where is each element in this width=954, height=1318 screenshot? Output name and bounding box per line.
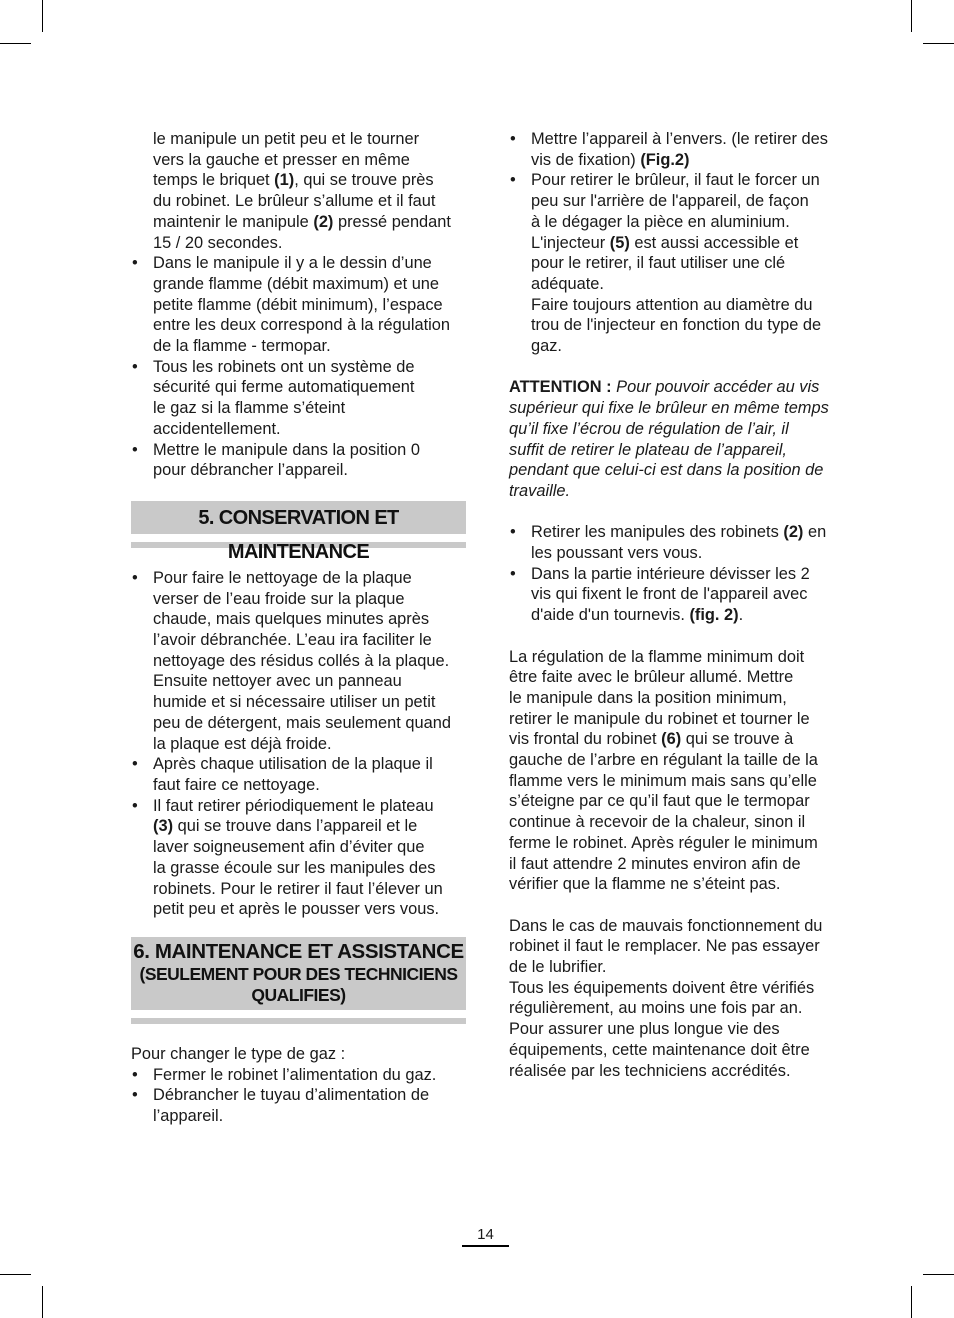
page-number: 14 xyxy=(477,1226,494,1243)
text-line: les poussant vers vous. xyxy=(531,544,703,563)
bullet-icon: • xyxy=(510,130,516,148)
text-line: pour le retirer, il faut utiliser une clé xyxy=(531,254,786,273)
text-line: accidentellement. xyxy=(153,419,281,438)
list-item xyxy=(131,253,466,357)
crop-mark xyxy=(911,0,912,32)
bullet-icon: • xyxy=(132,1086,138,1105)
text-line: sécurité qui ferme automatiquement xyxy=(153,378,415,397)
list-item xyxy=(509,564,845,626)
text-line: vis de fixation) (Fig.2) xyxy=(531,150,690,169)
text-line: l’avoir débranchée. L’eau ira faciliter le xyxy=(153,631,432,650)
list-item xyxy=(131,440,466,481)
text-line: verser de l’eau froide sur la plaque xyxy=(153,589,405,608)
section-heading-5: 5. CONSERVATION ET MAINTENANCE xyxy=(131,501,466,534)
text-line: Après chaque utilisation de la plaque il xyxy=(153,755,433,774)
text-line: humide et si nécessaire utiliser un petit xyxy=(153,693,436,712)
text-line: la plaque est déjà froide. xyxy=(153,734,332,753)
text-line: s’éteigne par ce qu’il faut que le termopar xyxy=(509,792,810,811)
text-line: supérieur qui fixe le brûleur en même temps xyxy=(509,399,829,418)
crop-mark xyxy=(42,1286,43,1318)
text-line: Tous les équipements doivent être vérifiés xyxy=(509,978,815,997)
crop-mark xyxy=(923,1274,954,1275)
text-line: grande flamme (débit maximum) et une xyxy=(153,274,440,293)
text-line: La régulation de la flamme minimum doit xyxy=(509,647,805,666)
bullet-icon: • xyxy=(510,564,516,583)
text-line: maintenir le manipule (2) pressé pendant xyxy=(153,212,451,231)
text-line: du robinet. Le brûleur s’allume et il faut xyxy=(153,192,436,211)
bullet-icon: • xyxy=(510,523,516,542)
text-line: équipements, cette maintenance doit être xyxy=(509,1040,810,1059)
text-line: vérifier que la flamme ne s’éteint pas. xyxy=(509,875,781,894)
attention-line: ATTENTION : Pour pouvoir accéder au vis xyxy=(509,378,820,397)
text-line: gauche de l’arbre en régulant la taille de la xyxy=(509,751,818,770)
text-line: Pour changer le type de gaz : xyxy=(131,1044,346,1063)
heading-subtitle: (SEULEMENT POUR DES TECHNICIENS xyxy=(139,963,458,984)
text-line: à le dégager la pièce en aluminium. xyxy=(531,212,790,231)
text-line: (3) qui se trouve dans l’appareil et le xyxy=(153,817,418,836)
text-line: nettoyage des résidus collés à la plaque. xyxy=(153,651,450,670)
text-line: chaude, mais quelques minutes après xyxy=(153,610,430,629)
text-line: de le lubrifier. xyxy=(509,958,607,977)
right-column xyxy=(509,129,845,1081)
text-line: Retirer les manipules des robinets (2) en xyxy=(531,523,827,542)
bullet-icon: • xyxy=(132,568,138,587)
text-line: l’appareil. xyxy=(153,1107,224,1126)
text-line: robinet il faut le remplacer. Ne pas essayer xyxy=(509,937,820,956)
text-line: peu de détergent, mais seulement quand xyxy=(153,713,451,732)
text-line: continue à recevoir de la chaleur, sinon il xyxy=(509,813,806,832)
bullet-icon: • xyxy=(132,357,138,376)
text-line: d'aide d'un tournevis. (fig. 2). xyxy=(531,606,744,625)
text-line: être faite avec le brûleur allumé. Mettre xyxy=(509,668,794,687)
text-line: qu’il fixe l’écrou de régulation de l’air, il xyxy=(509,419,789,438)
list-item xyxy=(509,129,845,170)
section-heading-6 xyxy=(131,937,466,1010)
text-line: entre les deux correspond à la régulation xyxy=(153,316,451,335)
heading-title: 6. MAINTENANCE ET ASSISTANCE xyxy=(133,939,464,963)
list-item xyxy=(131,1065,466,1086)
list-item xyxy=(131,357,466,440)
text-line: L'injecteur (5) est aussi accessible et xyxy=(531,233,799,252)
text-line: il faut attendre 2 minutes environ afin de xyxy=(509,854,801,873)
text-line: Mettre le manipule dans la position 0 xyxy=(153,440,420,459)
text-line: vers la gauche et presser en même xyxy=(153,150,410,169)
bullet-icon: • xyxy=(132,1065,138,1084)
bullet-icon: • xyxy=(132,796,138,815)
text-line: le manipule dans la position minimum, xyxy=(509,688,787,707)
text-line: peu sur l'arrière de l'appareil, de façon xyxy=(531,192,809,211)
text-line: retirer le manipule du robinet et tourner le xyxy=(509,709,810,728)
bullet-icon: • xyxy=(510,171,516,190)
bullet-icon: • xyxy=(132,755,138,774)
text-line: Dans le cas de mauvais fonctionnement du xyxy=(509,916,823,935)
text-line: Dans la partie intérieure dévisser les 2 xyxy=(531,564,810,583)
text-line: adéquate. xyxy=(531,274,604,293)
text-line: Ensuite nettoyer avec un panneau xyxy=(153,672,402,691)
text-line: flamme vers le minimum mais sans qu’elle xyxy=(509,771,817,790)
text-line: Mettre l’appareil à l’envers. (le retirer des xyxy=(531,130,828,148)
text-line: faut faire ce nettoyage. xyxy=(153,775,320,794)
text-line: ferme le robinet. Après réguler le minimum xyxy=(509,833,818,852)
text-line: travaille. xyxy=(509,481,571,500)
page-number-underline xyxy=(462,1245,509,1247)
text-line: Débrancher le tuyau d’alimentation de xyxy=(153,1086,430,1105)
bullet-icon: • xyxy=(132,254,138,273)
text-line: 15 / 20 secondes. xyxy=(153,233,283,252)
text-line: Faire toujours attention au diamètre du xyxy=(531,295,813,314)
left-column xyxy=(131,129,466,1127)
text-line: laver soigneusement afin d’éviter que xyxy=(153,838,425,857)
text-line: robinets. Pour le retirer il faut l’élever un xyxy=(153,879,443,898)
text-line: Il faut retirer périodiquement le plateau xyxy=(153,796,434,815)
crop-mark xyxy=(0,1274,31,1275)
text-line: pendant que celui-ci est dans la position de xyxy=(509,461,824,480)
text-line: temps le briquet (1), qui se trouve près xyxy=(153,171,434,190)
text-line: pour débrancher l’appareil. xyxy=(153,461,348,480)
crop-mark xyxy=(923,43,954,44)
list-item xyxy=(131,754,466,795)
text-line: suffit de retirer le plateau de l’appareil, xyxy=(509,440,787,459)
text-line: trou de l'injecteur en fonction du type de xyxy=(531,316,822,335)
crop-mark xyxy=(911,1286,912,1318)
bullet-icon: • xyxy=(132,440,138,459)
text-line: le gaz si la flamme s’éteint xyxy=(153,399,346,418)
text-line: petit peu et après le pousser vers vous. xyxy=(153,900,440,919)
text-line: de la flamme - termopar. xyxy=(153,337,331,356)
heading-subtitle: QUALIFIES) xyxy=(251,984,346,1005)
list-item xyxy=(131,796,466,920)
crop-mark xyxy=(42,0,43,32)
text-line: petite flamme (débit minimum), l’espace xyxy=(153,295,443,314)
text-line: Pour assurer une plus longue vie des xyxy=(509,1020,780,1039)
list-item xyxy=(131,568,466,754)
text-line: vis frontal du robinet (6) qui se trouve à xyxy=(509,730,794,749)
text-line: réalisée par les techniciens accrédités. xyxy=(509,1061,791,1080)
text-line: Pour retirer le brûleur, il faut le forcer un xyxy=(531,171,820,190)
text-line: Pour faire le nettoyage de la plaque xyxy=(153,568,412,587)
text-line: Dans le manipule il y a le dessin d’une xyxy=(153,254,432,273)
crop-mark xyxy=(0,43,31,44)
text-line: Tous les robinets ont un système de xyxy=(153,357,415,376)
text-line: Fermer le robinet l’alimentation du gaz. xyxy=(153,1065,437,1084)
list-item xyxy=(509,522,845,563)
text-line: le manipule un petit peu et le tourner xyxy=(153,130,420,148)
list-item xyxy=(509,170,845,356)
text-line: la grasse écoule sur les manipules des xyxy=(153,858,436,877)
text-line: vis qui fixent le front de l'appareil avec xyxy=(531,585,808,604)
text-line: gaz. xyxy=(531,337,562,356)
text-line: régulièrement, au moins une fois par an. xyxy=(509,999,803,1018)
list-item xyxy=(131,1085,466,1126)
